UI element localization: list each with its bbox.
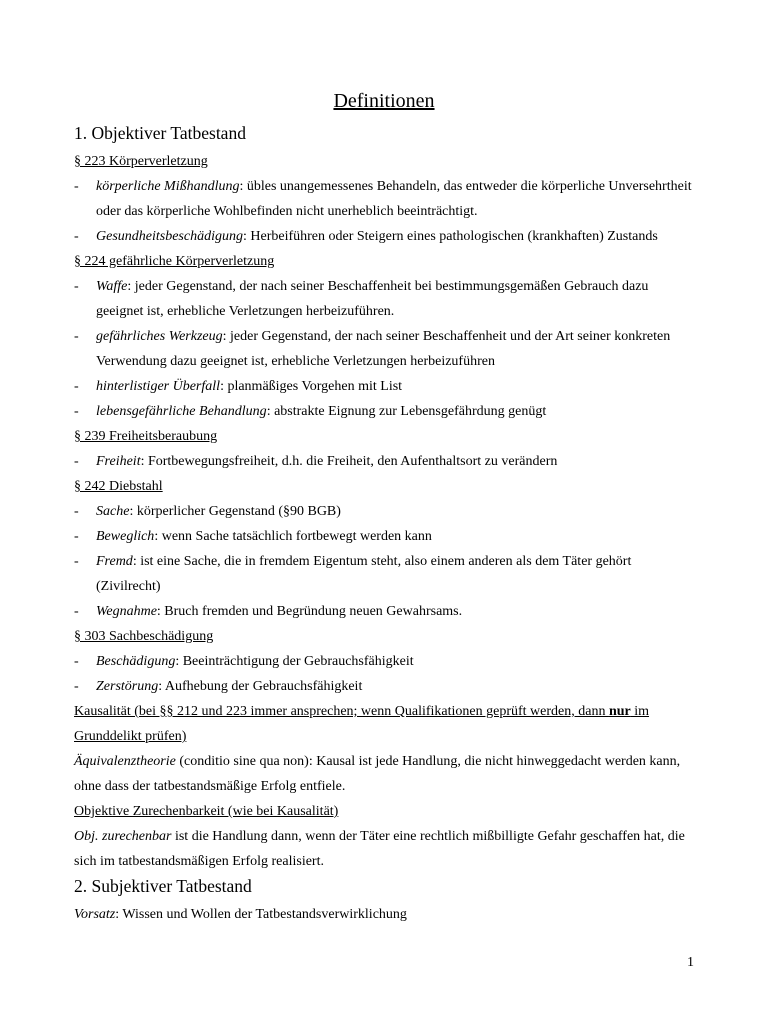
definition-term: Wegnahme — [96, 604, 157, 619]
bullet-dash: - — [74, 679, 79, 694]
definition-text: : Herbeiführen oder Steigern eines pathologischen (krankhaften) Zustands — [242, 229, 658, 244]
list-item — [74, 449, 698, 474]
bullet-dash: - — [74, 504, 79, 519]
subheading-239: § 239 Freiheitsberaubung — [74, 429, 218, 444]
bullet-dash: - — [74, 179, 79, 194]
list-item — [74, 499, 698, 524]
definition-term: gefährliches Werkzeug — [96, 329, 223, 344]
page-number: 1 — [687, 955, 694, 970]
definition-term: Obj. zurechenbar — [74, 829, 172, 844]
list-item — [74, 524, 698, 549]
kausalitaet-heading-post: im Grunddelikt prüfen) — [74, 704, 650, 744]
subheading-223: § 223 Körperverletzung — [74, 154, 208, 169]
vorsatz-definition — [74, 902, 698, 927]
kausalitaet-heading — [74, 699, 698, 749]
definition-text: : planmäßiges Vorgehen mit List — [220, 379, 403, 394]
subheading-242: § 242 Diebstahl — [74, 479, 163, 494]
list-item — [74, 174, 698, 224]
definition-term: Waffe — [96, 279, 128, 294]
definition-text: : jeder Gegenstand, der nach seiner Beschaffenheit bei bestimmungsgemäßen Gebrauch dazu geeignet ist, erhebliche Verletzungen herbeizuführen. — [96, 279, 649, 319]
definition-text: : Bruch fremden und Begründung neuen Gewahrsams. — [156, 604, 463, 619]
list-item — [74, 599, 698, 624]
definition-term: Äquivalenztheorie — [74, 754, 176, 769]
definition-text: : übles unangemessenes Behandeln, das entweder die körperliche Unversehrtheit oder das körperliche Wohlbefinden nicht unerheblich beeinträchtigt. — [96, 179, 692, 219]
definition-term: Gesundheitsbeschädigung — [96, 229, 243, 244]
kausalitaet-definition — [74, 749, 698, 799]
subheading-303: § 303 Sachbeschädigung — [74, 629, 214, 644]
definition-term: Beweglich — [96, 529, 155, 544]
bullet-dash: - — [74, 329, 79, 344]
definition-term: Vorsatz — [74, 907, 116, 922]
definition-text: : abstrakte Eignung zur Lebensgefährdung genügt — [266, 404, 547, 419]
definition-term: körperliche Mißhandlung — [96, 179, 240, 194]
section-heading-objektiv: 1. Objektiver Tatbestand — [74, 123, 246, 143]
list-item — [74, 224, 698, 249]
bullet-dash: - — [74, 554, 79, 569]
definition-text: : ist eine Sache, die in fremdem Eigentum steht, also einem anderen als dem Täter gehört (Zivilrecht) — [96, 554, 632, 594]
definition-term: Sache — [96, 504, 130, 519]
bullet-dash: - — [74, 404, 79, 419]
page-title: Definitionen — [333, 90, 435, 112]
bullet-dash: - — [74, 529, 79, 544]
kausalitaet-heading-pre: Kausalität (bei §§ 212 und 223 immer ansprechen; wenn Qualifikationen geprüft werden, dann — [74, 704, 609, 719]
definition-text: : Aufhebung der Gebrauchsfähigkeit — [158, 679, 363, 694]
definition-term: hinterlistiger Überfall — [96, 379, 221, 394]
definition-text: ist die Handlung dann, wenn der Täter eine rechtlich mißbilligte Gefahr geschaffen hat, die sich im tatbestandsmäßigen Erfolg realisiert. — [74, 829, 685, 869]
section-heading-subjektiv: 2. Subjektiver Tatbestand — [74, 876, 252, 896]
subheading-224: § 224 gefährliche Körperverletzung — [74, 254, 275, 269]
definition-text: : wenn Sache tatsächlich fortbewegt werden kann — [154, 529, 432, 544]
kausalitaet-heading-bold: nur — [608, 704, 631, 719]
list-item — [74, 674, 698, 699]
definition-term: Beschädigung — [96, 654, 176, 669]
definition-term: Fremd — [96, 554, 133, 569]
document-body — [74, 122, 698, 927]
list-item — [74, 399, 698, 424]
definition-term: lebensgefährliche Behandlung — [96, 404, 267, 419]
list-item — [74, 374, 698, 399]
definition-text: : Wissen und Wollen der Tatbestandsverwirklichung — [115, 907, 407, 922]
definition-term: Zerstörung — [96, 679, 159, 694]
definition-text: : jeder Gegenstand, der nach seiner Beschaffenheit und der Art seiner konkreten Verwendung dazu geeignet ist, erhebliche Verletzungen herbeizuführen — [96, 329, 671, 369]
definition-term: Freiheit — [96, 454, 141, 469]
zurechnung-definition — [74, 824, 698, 874]
list-item — [74, 649, 698, 674]
bullet-dash: - — [74, 379, 79, 394]
bullet-dash: - — [74, 654, 79, 669]
definition-text: (conditio sine qua non): Kausal ist jede Handlung, die nicht hinweggedacht werden kann, ohne dass der tatbestandsmäßige Erfolg entfiele. — [74, 754, 681, 794]
list-item — [74, 274, 698, 324]
bullet-dash: - — [74, 454, 79, 469]
bullet-dash: - — [74, 279, 79, 294]
zurechnung-heading: Objektive Zurechenbarkeit (wie bei Kausalität) — [74, 804, 339, 819]
bullet-dash: - — [74, 229, 79, 244]
definition-text: : körperlicher Gegenstand (§90 BGB) — [129, 504, 341, 519]
bullet-dash: - — [74, 604, 79, 619]
definition-text: : Fortbewegungsfreiheit, d.h. die Freiheit, den Aufenthaltsort zu verändern — [140, 454, 558, 469]
list-item — [74, 549, 698, 599]
definition-text: : Beeinträchtigung der Gebrauchsfähigkeit — [175, 654, 414, 669]
list-item — [74, 324, 698, 374]
